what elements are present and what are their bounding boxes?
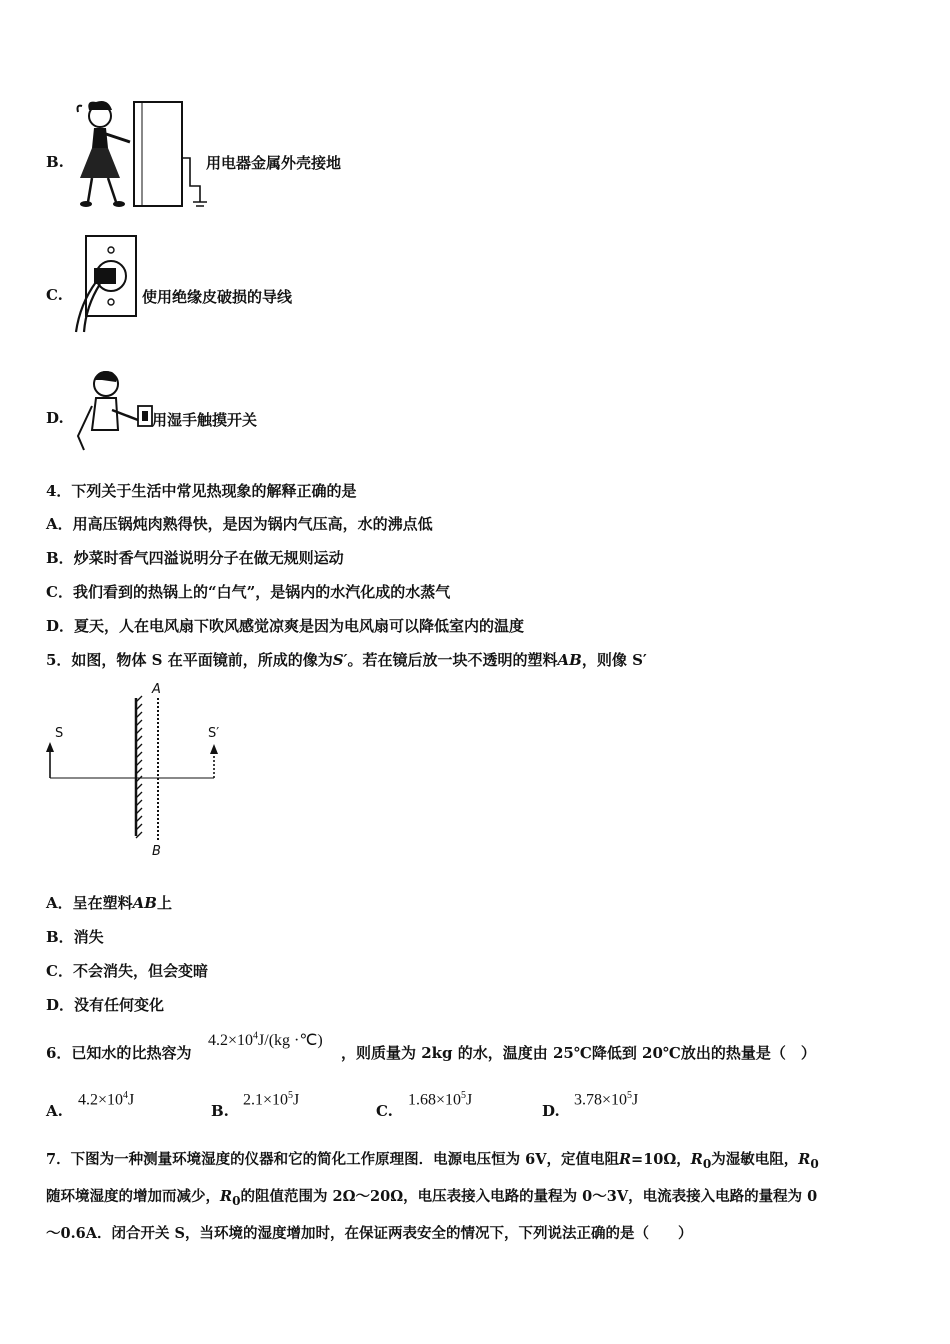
- q7-line-2: 随环境湿度的增加而减少，$R_0$的阻值范围为 2Ω～20Ω，电压表接入电路的量程为 0～3V，电流表接入电路的量程为 0: [46, 1188, 818, 1208]
- q4-option-c: C．我们看到的热锅上的“白气”，是锅内的水汽化成的水蒸气: [46, 583, 451, 601]
- option-c-letter: C.: [46, 286, 63, 304]
- q6-stem-end: ，则质量为 2kg 的水，温度由 25℃降低到 20℃放出的热量是（ ）: [341, 1044, 816, 1062]
- q5-option-a: A．呈在塑料AB上: [46, 894, 172, 912]
- q6-option-d-value: $3.78\times 10^5J$: [574, 1090, 639, 1109]
- plane-mirror-figure: [44, 682, 244, 860]
- q6-option-c-letter: C.: [376, 1102, 393, 1120]
- figure-label-a: A: [152, 682, 161, 697]
- figure-label-s-prime: S′: [208, 726, 220, 741]
- option-b-caption: 用电器金属外壳接地: [206, 154, 342, 172]
- q4-stem: 4．下列关于生活中常见热现象的解释正确的是: [46, 482, 357, 500]
- q4-option-b: B．炒菜时香气四溢说明分子在做无规则运动: [46, 549, 344, 567]
- q5-option-b: B．消失: [46, 928, 104, 946]
- q7-line-3: ～0.6A．闭合开关 S，当环境的湿度增加时，在保证两表安全的情况下，下列说法正确的是（ ）: [46, 1225, 693, 1242]
- option-d-letter: D.: [46, 409, 64, 427]
- q5-option-c: C．不会消失，但会变暗: [46, 962, 208, 980]
- option-b-letter: B.: [46, 153, 64, 171]
- q4-option-d: D．夏天，人在电风扇下吹风感觉凉爽是因为电风扇可以降低室内的温度: [46, 617, 525, 635]
- q6-option-b-value: $2.1\times 10^5J$: [243, 1090, 300, 1109]
- q7-line-1: 7．下图为一种测量环境湿度的仪器和它的简化工作原理图．电源电压恒为 6V，定值电阻R=10Ω，$R_0$为湿敏电阻，$R_0$: [46, 1151, 819, 1171]
- q5-stem: 5．如图，物体 S 在平面镜前，所成的像为S′。若在镜后放一块不透明的塑料AB，则像 S′: [46, 651, 647, 669]
- damaged-wire-socket-illustration: [72, 234, 142, 334]
- option-d-caption: 用湿手触摸开关: [152, 411, 258, 429]
- q6-option-a-value: $4.2\times 10^4J$: [78, 1090, 135, 1109]
- q4-option-a: A．用高压锅炖肉熟得快，是因为锅内气压高，水的沸点低: [46, 515, 433, 533]
- q6-option-d-letter: D.: [542, 1102, 560, 1120]
- figure-label-b: B: [152, 844, 161, 859]
- option-c-caption: 使用绝缘皮破损的导线: [142, 288, 293, 306]
- figure-label-s: S: [55, 726, 64, 741]
- wet-hand-switch-illustration: [72, 366, 156, 458]
- q6-stem-start: 6．已知水的比热容为: [46, 1044, 192, 1062]
- q6-option-a-letter: A.: [46, 1102, 63, 1120]
- q6-option-b-letter: B.: [211, 1102, 229, 1120]
- q6-option-c-value: $1.68\times 10^5J$: [408, 1090, 473, 1109]
- grounded-appliance-illustration: [72, 98, 212, 212]
- q6-specific-heat: $4.2\times 10^4J/(kg$ ·℃): [208, 1030, 323, 1049]
- q5-option-d: D．没有任何变化: [46, 996, 165, 1014]
